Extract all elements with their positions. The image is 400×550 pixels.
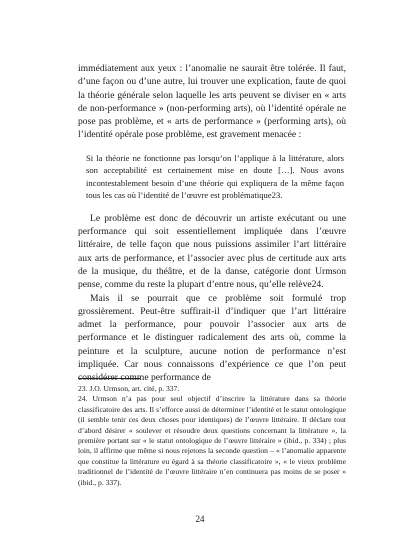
footnotes (78, 384, 346, 488)
main-text (78, 62, 346, 385)
footnote-23: 23. J.O. Urmson, art. cité, p. 337. (78, 384, 180, 393)
page-number: 24 (195, 514, 205, 524)
paragraph-problem: Le problème est donc de découvrir un artiste exécutant ou une performance qui soit essentiellement impliquée dans l’œuvre littéraire, de telle façon que nous puissions assimiler l’art littéraire aux arts de performance, et l’associer avec plus de certitude aux arts de la musique, du théâtre, et de la danse, catégorie dont Urmson pense, comme du reste la plupart d’entre nous, qu’elle relève24. (78, 212, 346, 291)
paragraph-continuation: immédiatement aux yeux : l’anomalie ne saurait être tolérée. Il faut, d’une façon ou d’une autre, lui trouver une explication, faute de quoi la théorie générale selon laquelle les arts peuvent se diviser en « arts de non-performance » (non-performing arts), où l’identité opérale ne pose pas problème, et « arts de performance » (performing arts), où l’identité opérale pose problème, est gravement menacée : (78, 63, 346, 141)
block-quote: Si la théorie ne fonctionne pas lorsqu’on l’applique à la littérature, alors son acceptabilité est certainement mise en doute […]. Nous avons incontestablement besoin d’une théorie qui expliquera de la même façon tous les cas où l’identité de l’œuvre est problématique23. (86, 152, 344, 201)
footnote-separator (78, 378, 140, 379)
paragraph-performance: Mais il se pourrait que ce problème soit formulé trop grossièrement. Peut-être suffirait-il d’indiquer que l’art littéraire admet la performance, pour pouvoir l’associer aux arts de performance et le distinguer radicalement des arts où, comme la peinture et la sculpture, aucune notion de performance n’est impliquée. Car nous connaissons d’expérience ce que l’on peut considérer comme performance de (78, 292, 346, 384)
footnote-24: 24. Urmson n’a pas pour seul objectif d’inscrire la littérature dans sa théorie classificatoire des arts. Il s’efforce aussi de déterminer l’identité et le statut ontologique (il semble tenir ces deux choses pour identiques) de l’œuvre littéraire. Il déclare tout d’abord désirer « soulever et résoudre deux questions concernant la littérature », la première portant sur « le statut ontologique de l’œuvre littéraire » (ibid., p. 334) ; plus loin, il affirme que même si nous rejetons la seconde question – « l’anomalie apparente que constitue la littérature eu égard à sa théorie classificatoire », « le vieux problème traditionnel de l’identité de l’œuvre littéraire n’en continuera pas moins de se poser » (ibid., p. 337). (78, 394, 346, 487)
